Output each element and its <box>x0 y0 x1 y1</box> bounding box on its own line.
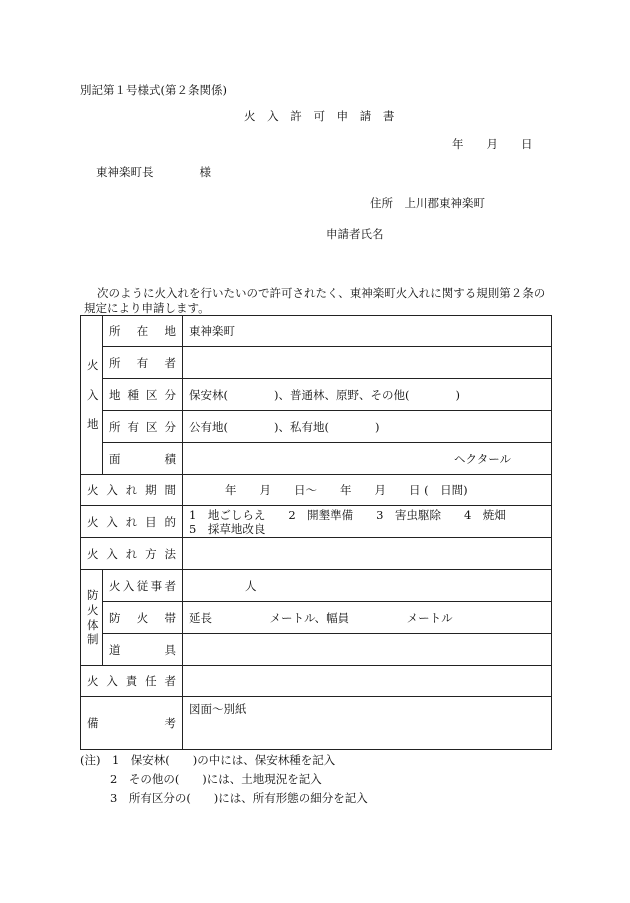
addressee: 東神楽町長 様 <box>96 165 211 179</box>
form-title: 火 入 許 可 申 請 書 <box>244 109 399 123</box>
intro-line-1: 次のように火入れを行いたいので許可されたく、東神楽町火入れに関する規則第２条の <box>97 286 546 300</box>
table-row <box>81 538 552 570</box>
location-label: 所 在 地 <box>103 316 183 347</box>
area-unit: ヘクタール <box>183 443 552 475</box>
ownership-label: 所 有 区 分 <box>103 411 183 443</box>
table-row <box>81 634 552 666</box>
table-row <box>81 316 552 347</box>
period-value: 年 月 日～ 年 月 日 ( 日間) <box>183 475 552 506</box>
note-1: (注) 1 保安林( )の中には、保安林種を記入 <box>80 753 336 767</box>
table-row <box>81 411 552 443</box>
tools-value <box>183 634 552 666</box>
workers-label: 火入従事者 <box>103 570 183 602</box>
remarks-label: 備 考 <box>81 697 183 750</box>
owner-value <box>183 347 552 379</box>
method-value <box>183 538 552 570</box>
location-value: 東神楽町 <box>183 316 552 347</box>
applicant-address: 住所 上川郡東神楽町 <box>370 196 485 210</box>
area-label: 面 積 <box>103 443 183 475</box>
remarks-value: 図面～別紙 <box>183 697 552 750</box>
intro-line-2: 規定により申請します。 <box>84 301 210 315</box>
period-label: 火入れ期間 <box>81 475 183 506</box>
table-row <box>81 475 552 506</box>
responsible-value <box>183 666 552 697</box>
method-label: 火入れ方法 <box>81 538 183 570</box>
land-type-label: 地 種 区 分 <box>103 379 183 411</box>
table-row <box>81 347 552 379</box>
purpose-value <box>183 506 552 538</box>
fire-prevention-group-label: 防 火 体 制 <box>81 570 103 666</box>
table-row <box>81 602 552 634</box>
application-form-table <box>80 315 552 750</box>
firebreak-value: 延長 メートル、幅員 メートル <box>183 602 552 634</box>
tools-label: 道 具 <box>103 634 183 666</box>
purpose-line-1: 1 地ごしらえ 2 開墾準備 3 害虫駆除 4 焼畑 <box>189 507 506 522</box>
responsible-label: 火入責任者 <box>81 666 183 697</box>
table-row <box>81 443 552 475</box>
table-row <box>81 666 552 697</box>
note-3: 3 所有区分の( )には、所有形態の細分を記入 <box>110 791 368 805</box>
table-row <box>81 379 552 411</box>
table-row <box>81 697 552 750</box>
note-2: 2 その他の( )には、土地現況を記入 <box>110 772 322 786</box>
notes-block <box>80 751 368 808</box>
purpose-line-2: 5 採草地改良 <box>189 521 266 536</box>
land-type-value: 保安林( )、普通林、原野、その他( ) <box>183 379 552 411</box>
fire-site-group-label: 火 入 地 <box>81 316 103 475</box>
firebreak-label: 防 火 帯 <box>103 602 183 634</box>
table-row <box>81 506 552 538</box>
purpose-label: 火入れ目的 <box>81 506 183 538</box>
table-row <box>81 570 552 602</box>
form-number: 別記第１号様式(第２条関係) <box>80 83 227 97</box>
ownership-value: 公有地( )、私有地( ) <box>183 411 552 443</box>
date-label: 年 月 日 <box>452 137 533 151</box>
applicant-name-label: 申請者氏名 <box>326 227 384 241</box>
owner-label: 所 有 者 <box>103 347 183 379</box>
workers-unit: 人 <box>183 570 552 602</box>
